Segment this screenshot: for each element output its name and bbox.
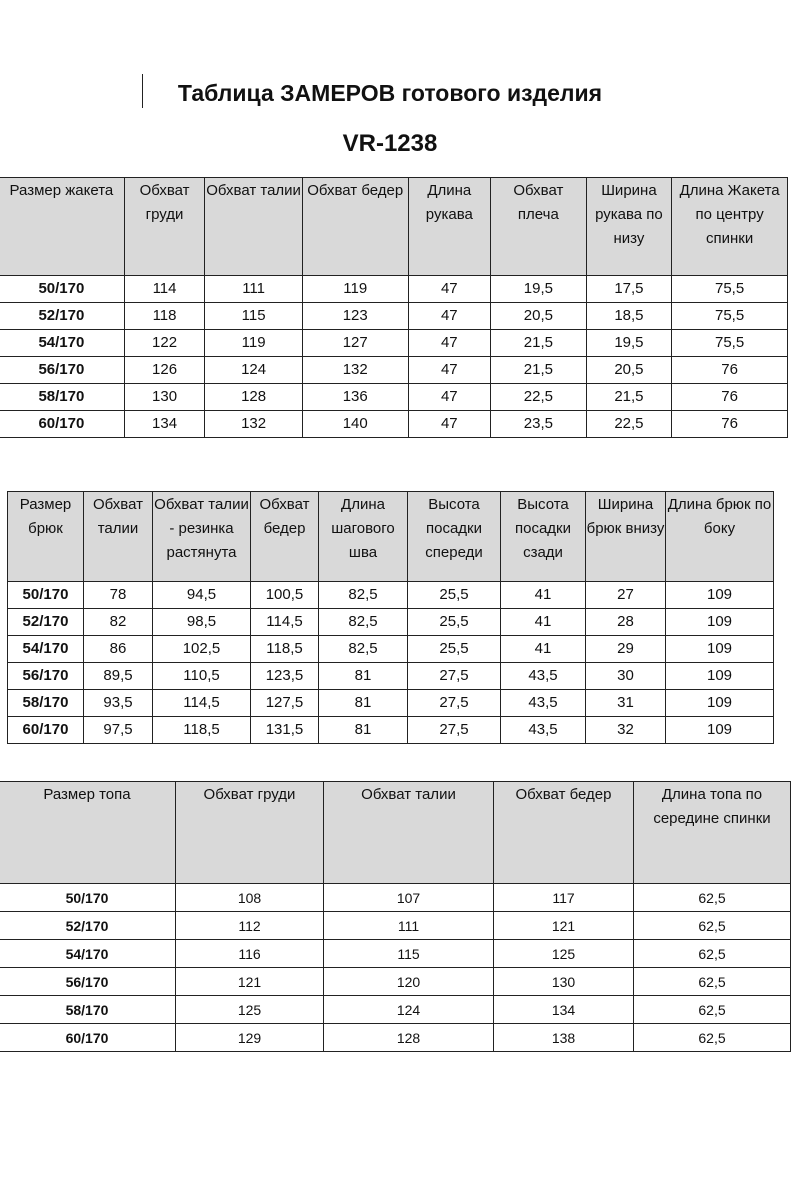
jacket-value-cell: 114 xyxy=(124,276,205,303)
top-value-cell: 121 xyxy=(176,968,324,996)
jacket-value-cell: 75,5 xyxy=(672,303,788,330)
top-value-cell: 112 xyxy=(176,912,324,940)
top-size-cell: 52/170 xyxy=(0,912,176,940)
jacket-value-cell: 17,5 xyxy=(586,276,672,303)
pants-value-cell: 28 xyxy=(586,609,666,636)
jacket-header-cell: Обхват бедер xyxy=(302,178,408,276)
jacket-value-cell: 20,5 xyxy=(586,357,672,384)
top-value-cell: 117 xyxy=(494,884,634,912)
pants-value-cell: 41 xyxy=(501,582,586,609)
jacket-value-cell: 75,5 xyxy=(672,330,788,357)
pants-value-cell: 93,5 xyxy=(84,690,153,717)
pants-value-cell: 100,5 xyxy=(251,582,319,609)
pants-value-cell: 29 xyxy=(586,636,666,663)
pants-value-cell: 78 xyxy=(84,582,153,609)
top-value-cell: 124 xyxy=(324,996,494,1024)
pants-size-cell: 58/170 xyxy=(8,690,84,717)
jacket-value-cell: 47 xyxy=(408,303,491,330)
pants-value-cell: 81 xyxy=(319,717,408,744)
jacket-size-cell: 60/170 xyxy=(0,411,124,438)
top-header-cell: Размер топа xyxy=(0,782,176,884)
jacket-value-cell: 47 xyxy=(408,357,491,384)
jacket-header-cell: Обхват плеча xyxy=(491,178,587,276)
pants-value-cell: 82,5 xyxy=(319,636,408,663)
pants-value-cell: 82 xyxy=(84,609,153,636)
top-size-cell: 56/170 xyxy=(0,968,176,996)
top-header-row xyxy=(0,782,791,884)
jacket-value-cell: 126 xyxy=(124,357,205,384)
jacket-header-cell: Ширина рукава по низу xyxy=(586,178,672,276)
top-value-cell: 129 xyxy=(176,1024,324,1052)
pants-value-cell: 109 xyxy=(666,636,774,663)
jacket-value-cell: 75,5 xyxy=(672,276,788,303)
jacket-value-cell: 130 xyxy=(124,384,205,411)
top-header-cell: Обхват груди xyxy=(176,782,324,884)
top-value-cell: 115 xyxy=(324,940,494,968)
pants-size-cell: 52/170 xyxy=(8,609,84,636)
pants-header-cell: Обхват талии - резинка растянута xyxy=(153,492,251,582)
pants-value-cell: 86 xyxy=(84,636,153,663)
jacket-value-cell: 132 xyxy=(302,357,408,384)
pants-value-cell: 81 xyxy=(319,690,408,717)
pants-value-cell: 109 xyxy=(666,717,774,744)
pants-value-cell: 114,5 xyxy=(251,609,319,636)
pants-header-cell: Высота посадки сзади xyxy=(501,492,586,582)
pants-value-cell: 41 xyxy=(501,609,586,636)
jacket-measurements-table xyxy=(0,177,788,438)
jacket-value-cell: 119 xyxy=(302,276,408,303)
jacket-value-cell: 21,5 xyxy=(586,384,672,411)
top-value-cell: 62,5 xyxy=(634,940,791,968)
pants-header-cell: Длина брюк по боку xyxy=(666,492,774,582)
top-size-cell: 58/170 xyxy=(0,996,176,1024)
pants-value-cell: 27,5 xyxy=(408,717,501,744)
jacket-value-cell: 22,5 xyxy=(586,411,672,438)
pants-value-cell: 94,5 xyxy=(153,582,251,609)
jacket-value-cell: 118 xyxy=(124,303,205,330)
pants-size-cell: 56/170 xyxy=(8,663,84,690)
jacket-size-cell: 50/170 xyxy=(0,276,124,303)
jacket-row xyxy=(0,303,788,330)
pants-value-cell: 89,5 xyxy=(84,663,153,690)
top-row xyxy=(0,884,791,912)
pants-header-row xyxy=(8,492,774,582)
jacket-header-cell: Длина Жакета по центру спинки xyxy=(672,178,788,276)
top-row xyxy=(0,940,791,968)
jacket-value-cell: 76 xyxy=(672,411,788,438)
jacket-value-cell: 23,5 xyxy=(491,411,587,438)
pants-row xyxy=(8,636,774,663)
jacket-value-cell: 20,5 xyxy=(491,303,587,330)
pants-value-cell: 43,5 xyxy=(501,663,586,690)
jacket-value-cell: 76 xyxy=(672,384,788,411)
pants-row xyxy=(8,582,774,609)
top-value-cell: 107 xyxy=(324,884,494,912)
pants-value-cell: 102,5 xyxy=(153,636,251,663)
pants-size-cell: 50/170 xyxy=(8,582,84,609)
jacket-value-cell: 122 xyxy=(124,330,205,357)
top-header-cell: Обхват талии xyxy=(324,782,494,884)
pants-value-cell: 27,5 xyxy=(408,663,501,690)
pants-value-cell: 123,5 xyxy=(251,663,319,690)
pants-size-cell: 54/170 xyxy=(8,636,84,663)
jacket-row xyxy=(0,384,788,411)
top-value-cell: 62,5 xyxy=(634,968,791,996)
top-row xyxy=(0,968,791,996)
pants-value-cell: 82,5 xyxy=(319,582,408,609)
jacket-value-cell: 132 xyxy=(205,411,303,438)
pants-header-cell: Высота посадки спереди xyxy=(408,492,501,582)
pants-value-cell: 127,5 xyxy=(251,690,319,717)
pants-value-cell: 25,5 xyxy=(408,582,501,609)
top-value-cell: 138 xyxy=(494,1024,634,1052)
jacket-value-cell: 111 xyxy=(205,276,303,303)
page-title: Таблица ЗАМЕРОВ готового изделия xyxy=(177,80,603,106)
top-measurements-table xyxy=(0,781,791,1052)
pants-value-cell: 109 xyxy=(666,582,774,609)
top-header-cell: Длина топа по середине спинки xyxy=(634,782,791,884)
top-size-cell: 60/170 xyxy=(0,1024,176,1052)
pants-value-cell: 81 xyxy=(319,663,408,690)
pants-value-cell: 25,5 xyxy=(408,609,501,636)
pants-value-cell: 97,5 xyxy=(84,717,153,744)
top-value-cell: 62,5 xyxy=(634,912,791,940)
pants-value-cell: 25,5 xyxy=(408,636,501,663)
top-value-cell: 108 xyxy=(176,884,324,912)
pants-value-cell: 32 xyxy=(586,717,666,744)
top-value-cell: 121 xyxy=(494,912,634,940)
top-size-cell: 54/170 xyxy=(0,940,176,968)
pants-header-cell: Ширина брюк внизу xyxy=(586,492,666,582)
jacket-header-cell: Размер жакета xyxy=(0,178,124,276)
pants-row xyxy=(8,663,774,690)
jacket-value-cell: 18,5 xyxy=(586,303,672,330)
pants-value-cell: 114,5 xyxy=(153,690,251,717)
model-code: VR-1238 xyxy=(342,130,438,157)
top-value-cell: 62,5 xyxy=(634,996,791,1024)
jacket-value-cell: 115 xyxy=(205,303,303,330)
pants-row xyxy=(8,717,774,744)
jacket-size-cell: 56/170 xyxy=(0,357,124,384)
jacket-header-row xyxy=(0,178,788,276)
jacket-header-cell: Обхват груди xyxy=(124,178,205,276)
pants-header-cell: Обхват талии xyxy=(84,492,153,582)
jacket-row xyxy=(0,330,788,357)
jacket-row xyxy=(0,411,788,438)
jacket-value-cell: 19,5 xyxy=(491,276,587,303)
pants-header-cell: Длина шагового шва xyxy=(319,492,408,582)
jacket-size-cell: 54/170 xyxy=(0,330,124,357)
top-size-cell: 50/170 xyxy=(0,884,176,912)
top-value-cell: 116 xyxy=(176,940,324,968)
jacket-value-cell: 134 xyxy=(124,411,205,438)
jacket-value-cell: 128 xyxy=(205,384,303,411)
jacket-value-cell: 119 xyxy=(205,330,303,357)
pants-value-cell: 41 xyxy=(501,636,586,663)
pants-value-cell: 31 xyxy=(586,690,666,717)
jacket-value-cell: 19,5 xyxy=(586,330,672,357)
jacket-value-cell: 22,5 xyxy=(491,384,587,411)
top-value-cell: 125 xyxy=(494,940,634,968)
jacket-row xyxy=(0,357,788,384)
top-row xyxy=(0,996,791,1024)
top-row xyxy=(0,1024,791,1052)
jacket-value-cell: 124 xyxy=(205,357,303,384)
jacket-value-cell: 140 xyxy=(302,411,408,438)
pants-value-cell: 43,5 xyxy=(501,717,586,744)
pants-header-cell: Обхват бедер xyxy=(251,492,319,582)
top-value-cell: 111 xyxy=(324,912,494,940)
jacket-size-cell: 58/170 xyxy=(0,384,124,411)
pants-value-cell: 110,5 xyxy=(153,663,251,690)
pants-value-cell: 131,5 xyxy=(251,717,319,744)
pants-value-cell: 82,5 xyxy=(319,609,408,636)
pants-value-cell: 109 xyxy=(666,663,774,690)
jacket-value-cell: 47 xyxy=(408,411,491,438)
pants-value-cell: 109 xyxy=(666,609,774,636)
pants-value-cell: 27 xyxy=(586,582,666,609)
pants-size-cell: 60/170 xyxy=(8,717,84,744)
jacket-value-cell: 21,5 xyxy=(491,330,587,357)
jacket-row xyxy=(0,276,788,303)
jacket-value-cell: 136 xyxy=(302,384,408,411)
jacket-value-cell: 127 xyxy=(302,330,408,357)
top-value-cell: 130 xyxy=(494,968,634,996)
pants-row xyxy=(8,609,774,636)
top-value-cell: 134 xyxy=(494,996,634,1024)
jacket-value-cell: 47 xyxy=(408,384,491,411)
pants-value-cell: 109 xyxy=(666,690,774,717)
jacket-value-cell: 21,5 xyxy=(491,357,587,384)
pants-row xyxy=(8,690,774,717)
pants-value-cell: 118,5 xyxy=(153,717,251,744)
top-value-cell: 62,5 xyxy=(634,884,791,912)
pants-value-cell: 27,5 xyxy=(408,690,501,717)
jacket-size-cell: 52/170 xyxy=(0,303,124,330)
top-value-cell: 125 xyxy=(176,996,324,1024)
jacket-value-cell: 47 xyxy=(408,276,491,303)
pants-value-cell: 43,5 xyxy=(501,690,586,717)
pants-measurements-table xyxy=(7,491,774,744)
jacket-header-cell: Обхват талии xyxy=(205,178,303,276)
jacket-value-cell: 76 xyxy=(672,357,788,384)
top-value-cell: 120 xyxy=(324,968,494,996)
top-value-cell: 128 xyxy=(324,1024,494,1052)
jacket-value-cell: 47 xyxy=(408,330,491,357)
top-header-cell: Обхват бедер xyxy=(494,782,634,884)
pants-value-cell: 118,5 xyxy=(251,636,319,663)
pants-value-cell: 98,5 xyxy=(153,609,251,636)
top-value-cell: 62,5 xyxy=(634,1024,791,1052)
pants-value-cell: 30 xyxy=(586,663,666,690)
pants-header-cell: Размер брюк xyxy=(8,492,84,582)
top-row xyxy=(0,912,791,940)
jacket-header-cell: Длина рукава xyxy=(408,178,491,276)
jacket-value-cell: 123 xyxy=(302,303,408,330)
